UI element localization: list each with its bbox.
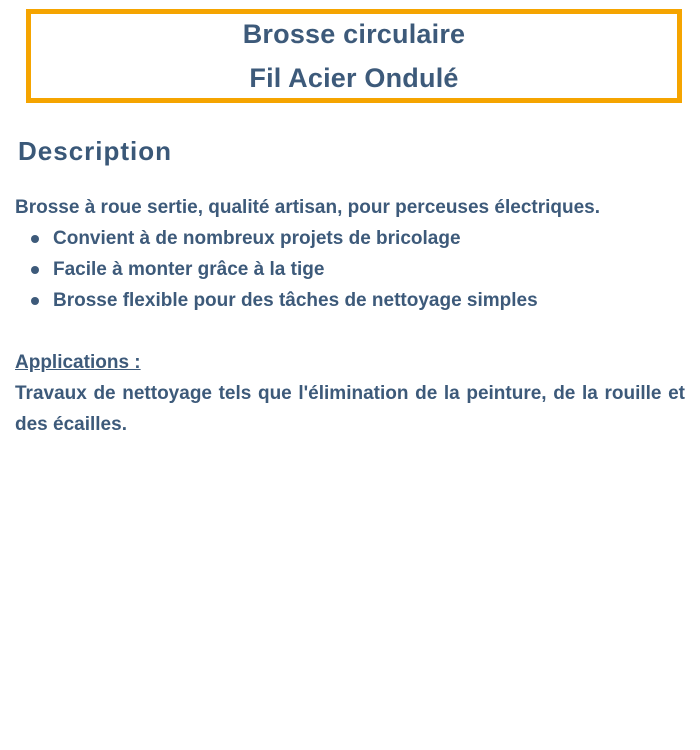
feature-text: Brosse flexible pour des tâches de nettoyage simples: [53, 290, 538, 311]
feature-list: [15, 223, 685, 316]
product-title-line-1: Brosse circulaire: [242, 19, 466, 49]
product-title-box: [26, 9, 682, 103]
feature-list-item: [15, 223, 685, 254]
feature-list-item: [15, 285, 685, 316]
description-content: [15, 192, 685, 440]
applications-label: Applications :: [15, 352, 141, 373]
bullet-icon: [31, 297, 39, 305]
description-intro: Brosse à roue sertie, qualité artisan, pour perceuses électriques.: [15, 197, 601, 218]
feature-list-item: [15, 254, 685, 285]
description-heading: Description: [18, 136, 173, 166]
product-title-line-2: Fil Acier Ondulé: [249, 63, 459, 93]
bullet-icon: [31, 266, 39, 274]
feature-text: Facile à monter grâce à la tige: [53, 259, 325, 280]
bullet-icon: [31, 235, 39, 243]
feature-text: Convient à de nombreux projets de bricolage: [53, 228, 461, 249]
applications-text: Travaux de nettoyage tels que l'élimination de la peinture, de la rouille et des écailles.: [15, 383, 685, 435]
